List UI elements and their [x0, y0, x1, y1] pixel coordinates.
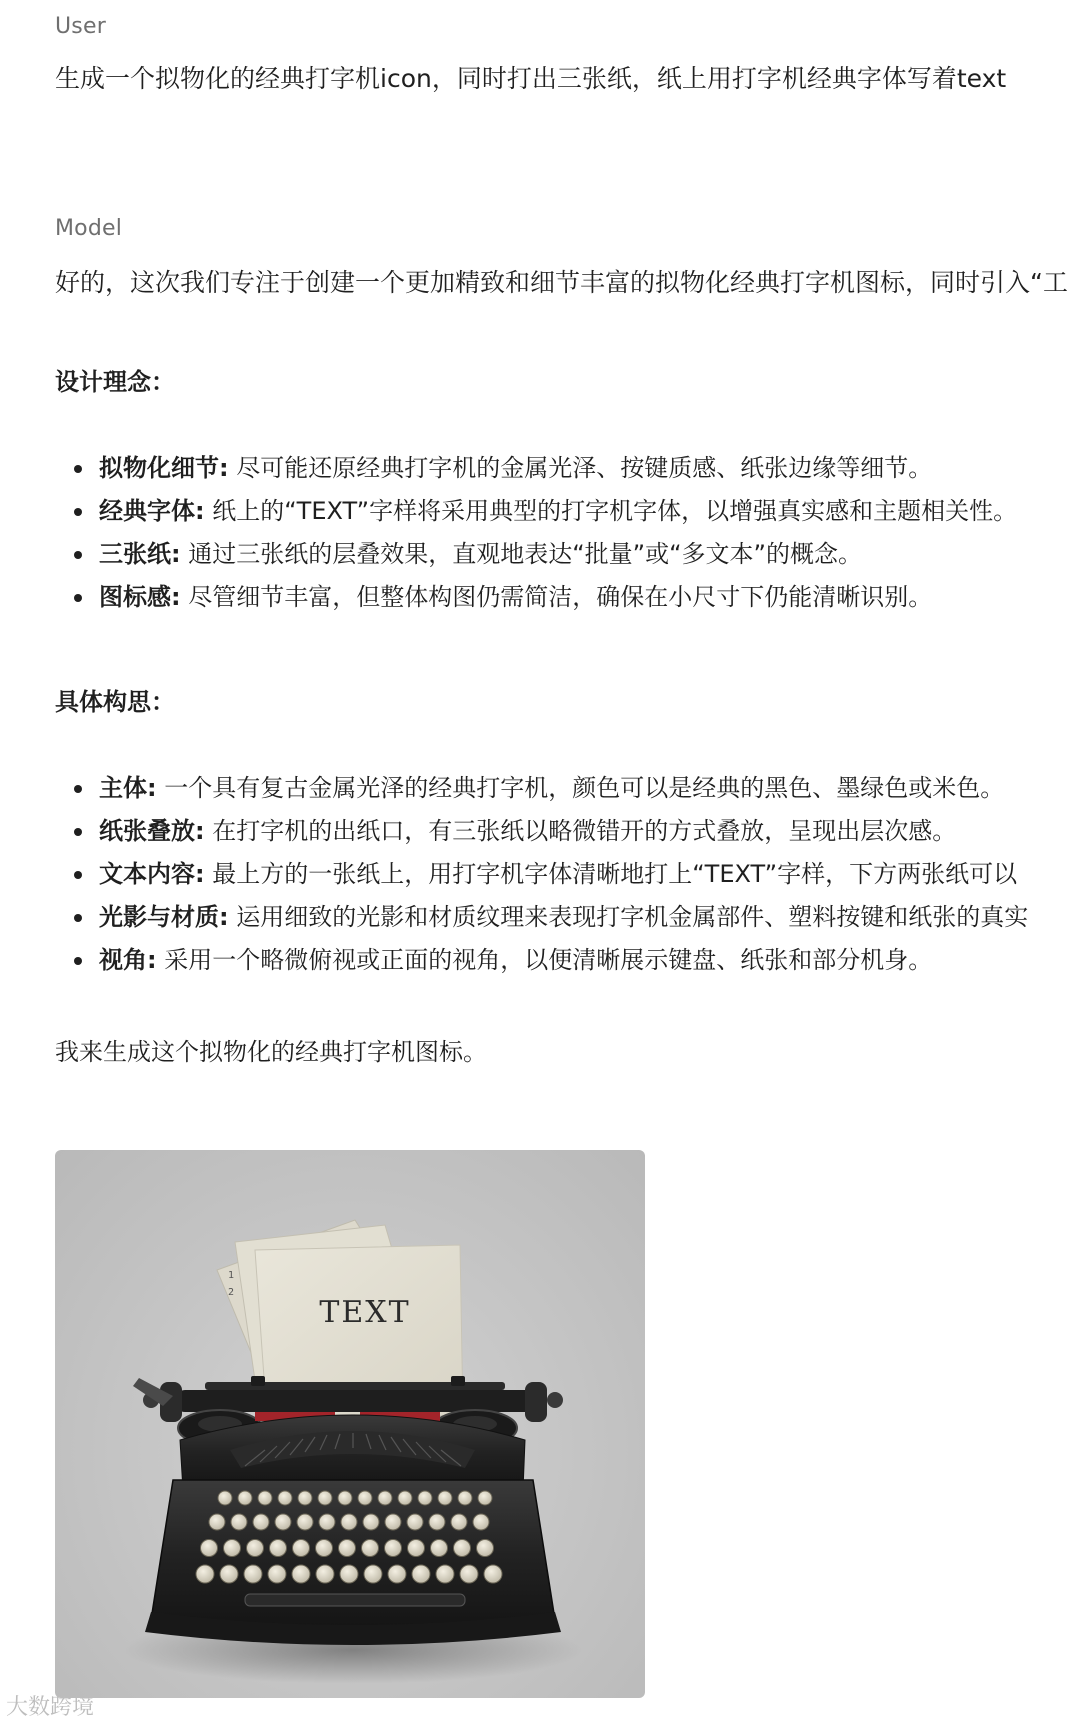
bullet-icon	[74, 957, 82, 965]
list-item-term: 经典字体:	[99, 497, 205, 525]
list-item-text: 尽管细节丰富，但整体构图仍需简洁，确保在小尺寸下仍能清晰识别。	[180, 583, 933, 611]
list-item-term: 图标感:	[99, 583, 181, 611]
bullet-icon	[74, 594, 82, 602]
bullet-icon	[74, 871, 82, 879]
list-item	[0, 490, 1080, 533]
list-item-term: 三张纸:	[99, 540, 181, 568]
bullet-icon	[74, 828, 82, 836]
design-concept-heading: 设计理念：	[55, 368, 175, 396]
list-item-term: 文本内容:	[99, 860, 205, 888]
typewriter-illustration	[55, 1150, 645, 1698]
list-item-text: 在打字机的出纸口，有三张纸以略微错开的方式叠放，呈现出层次感。	[204, 817, 957, 845]
list-item-text: 采用一个略微俯视或正面的视角，以便清晰展示键盘、纸张和部分机身。	[156, 946, 933, 974]
list-item-term: 视角:	[99, 946, 157, 974]
user-message: 生成一个拟物化的经典打字机icon，同时打出三张纸，纸上用打字机经典字体写着text	[55, 64, 1007, 93]
list-item	[0, 576, 1080, 619]
paper-text: TEXT	[319, 1295, 411, 1330]
specific-idea-heading: 具体构思：	[55, 688, 175, 716]
generated-image[interactable]	[55, 1150, 645, 1698]
list-item-text: 一个具有复古金属光泽的经典打字机，颜色可以是经典的黑色、墨绿色或米色。	[156, 774, 1005, 802]
list-item-term: 纸张叠放:	[99, 817, 205, 845]
list-item	[0, 533, 1080, 576]
watermark-logo: 大数跨境	[6, 1695, 95, 1720]
list-item-text: 运用细致的光影和材质纹理来表现打字机金属部件、塑料按键和纸张的真实	[228, 903, 1029, 931]
list-item-text: 最上方的一张纸上，用打字机字体清晰地打上“TEXT”字样，下方两张纸可以	[204, 860, 1018, 888]
svg-text:2: 2	[228, 1287, 235, 1298]
list-item	[0, 896, 1080, 939]
list-item	[0, 853, 1080, 896]
bullet-icon	[74, 508, 82, 516]
model-role-label: Model	[55, 216, 123, 241]
specific-idea-list	[0, 767, 1080, 982]
user-role-label: User	[55, 14, 106, 39]
list-item	[0, 939, 1080, 982]
list-item-text: 纸上的“TEXT”字样将采用典型的打字机字体，以增强真实感和主题相关性。	[204, 497, 1018, 525]
bullet-icon	[74, 785, 82, 793]
list-item-term: 光影与材质:	[99, 903, 229, 931]
list-item-text: 尽可能还原经典打字机的金属光泽、按键质感、纸张边缘等细节。	[228, 454, 933, 482]
svg-text:1: 1	[228, 1270, 235, 1281]
list-item	[0, 447, 1080, 490]
bullet-icon	[74, 914, 82, 922]
list-item	[0, 767, 1080, 810]
list-item-text: 通过三张纸的层叠效果，直观地表达“批量”或“多文本”的概念。	[180, 540, 862, 568]
model-closing: 我来生成这个拟物化的经典打字机图标。	[55, 1038, 487, 1066]
list-item-term: 拟物化细节:	[99, 454, 229, 482]
bullet-icon	[74, 465, 82, 473]
list-item-term: 主体:	[99, 774, 157, 802]
list-item	[0, 810, 1080, 853]
model-intro: 好的，这次我们专注于创建一个更加精致和细节丰富的拟物化经典打字机图标，同时引入“工	[55, 268, 1068, 297]
design-concept-list	[0, 447, 1080, 619]
bullet-icon	[74, 551, 82, 559]
